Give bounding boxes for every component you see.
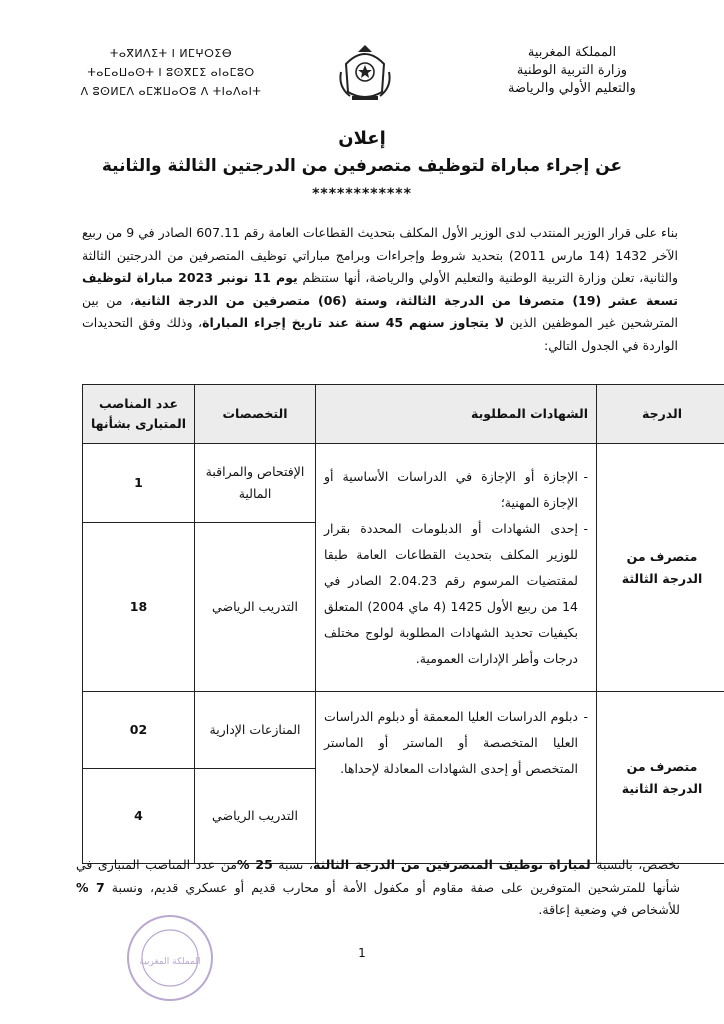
header-tz-line: ⵜⴰⴳⵍⴷⵉⵜ ⵏ ⵍⵎⵖⵔⵉⴱ — [109, 47, 233, 60]
positions-cell: 1 — [83, 444, 195, 523]
header-grade: الدرجة — [597, 385, 724, 444]
page-number: 1 — [358, 946, 366, 960]
quota-text: من عدد المناصب المتبارى في شأنها للمترشحين المتوفرين على صفة مقاوم أو مكفول الأمة أو محارب قديم أو عسكري قديم، ونسبة — [76, 857, 680, 895]
header-ar-line: والتعليم الأولي والرياضة — [508, 81, 636, 96]
certificate-item: - إحدى الشهادات أو الدبلومات المحددة بقرار للوزير المكلف بتحديث القطاعات العامة طبقا لمقتضيات المرسوم رقم 2.04.23 الصادر في 14 من ربيع الأول 1425 (4 ماي 2004) المتعلق بكيفيات تحديد الشهادات المطلوبة لولوج مختلف درجات وأطر الإدارات العمومية. — [324, 516, 588, 672]
specialty-cell: الإفتحاص والمراقبة المالية — [195, 444, 316, 523]
header-certificates: الشهادات المطلوبة — [316, 385, 597, 444]
quota-text: تخصص، بالنسبة — [590, 857, 680, 872]
table-header-row — [83, 385, 724, 444]
quota-text: ، نسبة — [272, 857, 313, 872]
intro-paragraph — [82, 222, 678, 357]
ministry-header-tifinagh — [76, 44, 266, 101]
quota-bold-percent: 7 % — [76, 879, 105, 895]
table-row — [83, 692, 724, 769]
requirements-table — [82, 384, 724, 864]
table-row — [83, 444, 724, 523]
specialty-cell: المنازعات الإدارية — [195, 692, 316, 769]
royal-emblem-icon — [338, 42, 392, 102]
intro-text: بناء على قرار الوزير المنتدب لدى الوزير الأول المكلف بتحديث القطاعات العامة رقم 607.11 الصادر في 9 من ربيع الآخر 1432 (14 مارس 2011) بتحديد شروط وإجراءات وبرامج مباراتي توظيف المتصرفين من الدرجتين الثالثة والثانية، تعلن وزارة التربية الوطنية والتعليم الأولي والرياضة، أنها ستنظم — [82, 225, 679, 285]
specialty-cell: التدريب الرياضي — [195, 523, 316, 692]
header-tz-line: ⵜⴰⵎⴰⵡⴰⵙⵜ ⵏ ⵓⵙⴳⵎⵉ ⴰⵏⴰⵎⵓⵔ — [87, 66, 255, 79]
intro-bold-date: يوم 11 نونبر 2023 مباراة لتوظيف تسعة عشر (19) متصرفا من الدرجة الثالثة، وستة (06) متصرفين من الدرجة الثانية — [82, 270, 678, 308]
header-tz-line: ⴷ ⵓⵙⵍⵎⴷ ⴰⵎⵣⵡⴰⵔⵓ ⴷ ⵜⵏⴰⴷⴰⵏⵜ — [80, 85, 262, 98]
grade-2-certificates — [316, 692, 597, 864]
certificate-item: - دبلوم الدراسات العليا المعمقة أو دبلوم الدراسات العليا المتخصصة أو الماستر أو الماستر المتخصص أو إحدى الشهادات المعادلة لإحداها. — [324, 704, 588, 782]
header-ar-line: المملكة المغربية — [527, 45, 617, 60]
positions-cell: 18 — [83, 523, 195, 692]
intro-text: ، من بين المترشحين غير الموظفين الذين — [82, 292, 678, 330]
announcement-title: إعلان — [338, 128, 386, 149]
stamp-text: المملكة المغربية — [139, 957, 201, 967]
intro-bold-age: لا يتجاوز سنهم 45 سنة عند تاريخ إجراء المباراة — [202, 315, 505, 330]
header-positions: عدد المناصب المتبارى بشأنها — [83, 385, 195, 444]
specialty-cell: التدريب الرياضي — [195, 769, 316, 864]
positions-cell: 4 — [83, 769, 195, 864]
title-separator: ************ — [312, 186, 412, 202]
quota-bold: لمباراة توظيف المتصرفين من الدرجة الثالثة — [312, 857, 591, 872]
grade-3-label: متصرف من الدرجة الثالثة — [597, 444, 724, 692]
intro-text: ، وذلك وفق التحديدات الواردة في الجدول التالي: — [82, 315, 678, 353]
ministry-header-arabic — [472, 44, 672, 98]
announcement-subject: عن إجراء مباراة لتوظيف متصرفين من الدرجتين الثالثة والثانية — [101, 156, 623, 176]
quota-bold-percent: 25 % — [236, 857, 273, 872]
header-specialties: التخصصات — [195, 385, 316, 444]
grade-2-label: متصرف من الدرجة الثانية — [597, 692, 724, 864]
quota-text: للأشخاص في وضعية إعاقة. — [538, 902, 680, 917]
grade-3-certificates — [316, 444, 597, 692]
header-ar-line: وزارة التربية الوطنية — [516, 63, 628, 78]
certificate-item: - الإجازة أو الإجازة في الدراسات الأساسية أو الإجازة المهنية؛ — [324, 464, 588, 516]
positions-cell: 02 — [83, 692, 195, 769]
